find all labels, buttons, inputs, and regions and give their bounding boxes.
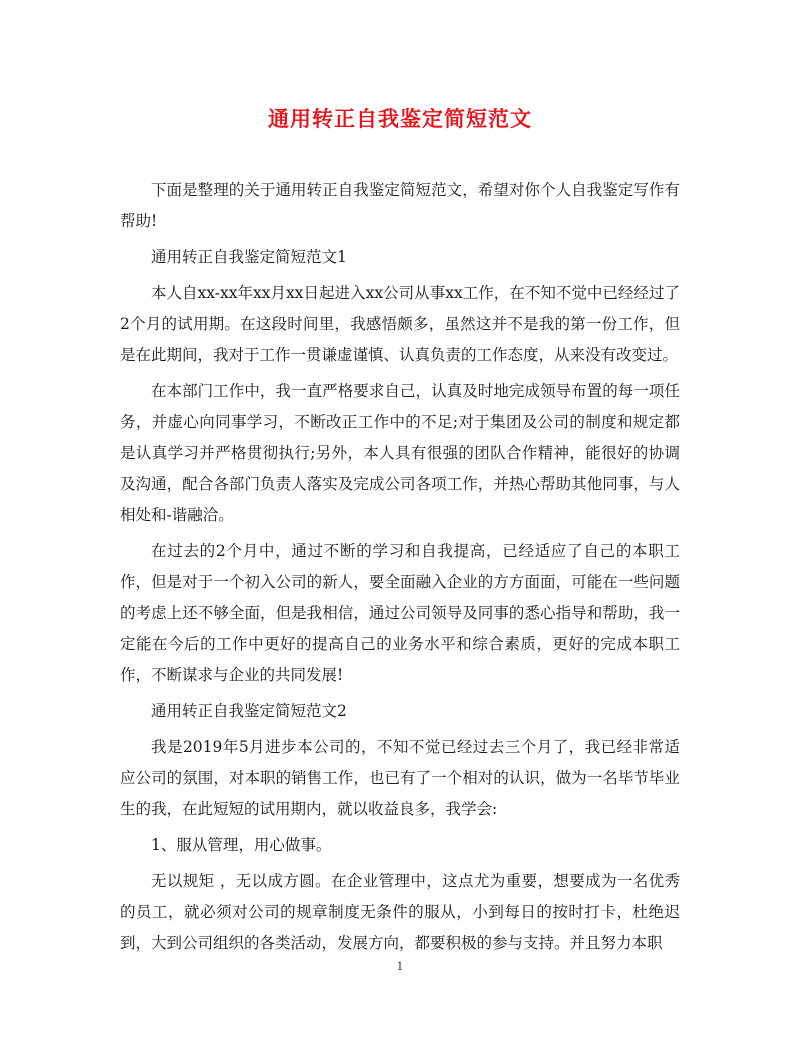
intro-paragraph: 下面是整理的关于通用转正自我鉴定简短范文，希望对你个人自我鉴定写作有帮助! [120,181,680,230]
body-paragraph: 本人自xx-xx年xx月xx日起进入xx公司从事xx工作，在不知不觉中已经经过了2个月的试用期。在这段时间里，我感悟颇多，虽然这并不是我的第一份工作，但是在此期间，我对于工作一贯谦虚谨慎、认真负责的工作态度，从来没有改变过。 [120,284,680,364]
body-paragraph: 无以规矩 ，无以成方圆。在企业管理中，这点尤为重要，想要成为一名优秀的员工，就必须对公司的规章制度无条件的服从，小到每日的按时打卡，杜绝迟到，大到公司组织的各类活动，发展方向，都要积极的参与支持。并且努力本职 [120,872,680,952]
body-paragraph: 我是2019年5月进步本公司的，不知不觉已经过去三个月了，我已经非常适应公司的氛围，对本职的销售工作，也已有了一个相对的认识，做为一名毕节毕业生的我，在此短短的试用期内，就以收益良多，我学会: [120,738,680,818]
body-paragraph: 在过去的2个月中，通过不断的学习和自我提高，已经适应了自己的本职工作，但是对于一个初入公司的新人，要全面融入企业的方方面面，可能在一些问题的考虑上还不够全面，但是我相信，通过公司领导及同事的悉心指导和帮助，我一定能在今后的工作中更好的提高自己的业务水平和综合素质，更好的完成本职工作，不断谋求与企业的共同发展! [120,542,680,684]
list-item: 1、服从管理，用心做事。 [151,836,332,854]
body-paragraph: 在本部门工作中，我一直严格要求自己，认真及时地完成领导布置的每一项任务，并虚心向同事学习，不断改正工作中的不足;对于集团及公司的制度和规定都是认真学习并严格贯彻执行;另外，本人具有很强的团队合作精神，能很好的协调及沟通，配合各部门负责人落实及完成公司各项工作，并热心帮助其他同事，与人相处和-谐融洽。 [120,382,680,524]
section-heading-1: 通用转正自我鉴定简短范文1 [151,248,347,266]
page-number: 1 [396,960,404,973]
document-title: 通用转正自我鉴定简短范文 [268,106,532,131]
section-heading-2: 通用转正自我鉴定简短范文2 [151,702,347,720]
document-body [120,175,680,964]
